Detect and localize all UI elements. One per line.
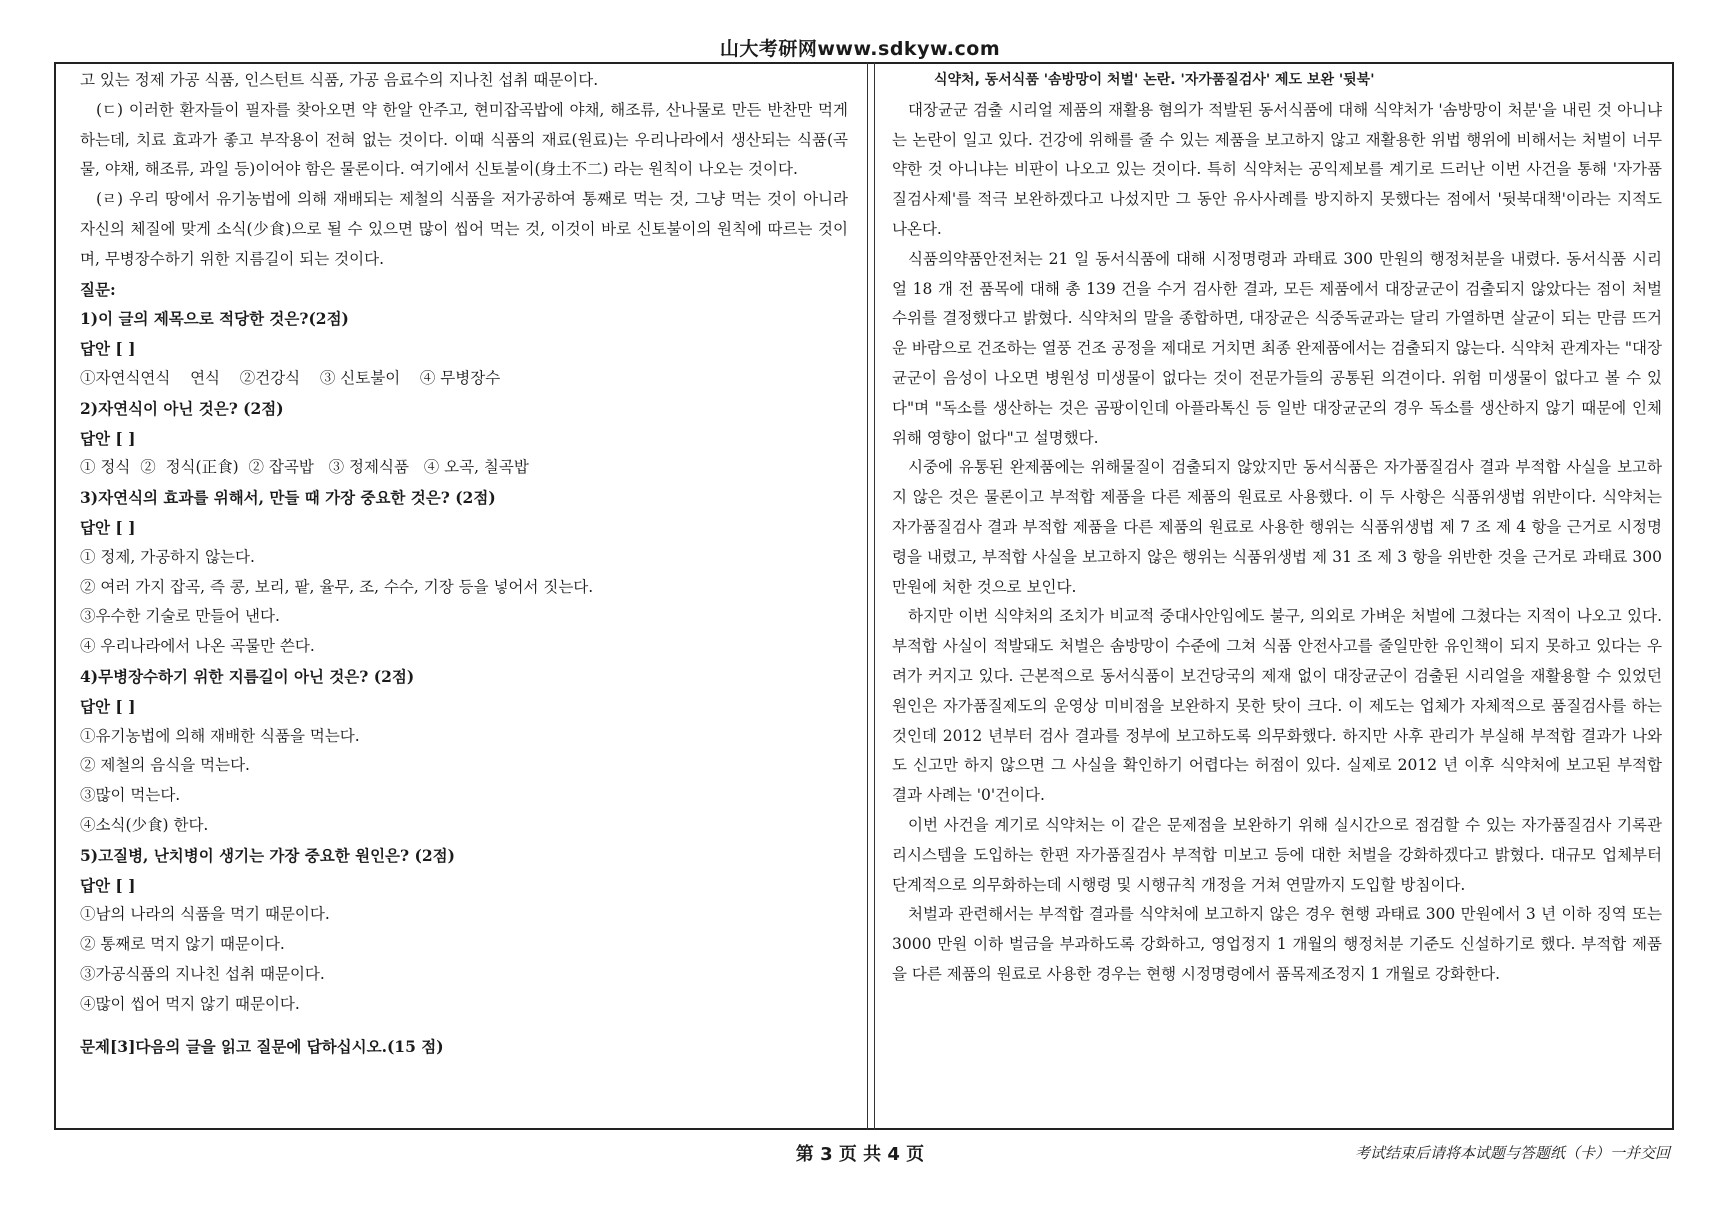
article-paragraph: 식품의약품안전처는 21 일 동서식품에 대해 시정명령과 과태료 300 만원의 행정처분을 내렸다. 동서식품 시리얼 18 개 전 품목에 대해 총 139 건을 수거 검사한 결과, 모든 제품에서 대장균군이 검출되지 않았다는 점이 처벌 수위를 결정했다고 밝혔다. 식약처의 말을 종합하면, 대장균은 식중독균과는 달리 가열하면 살균이 되는 만큼 뜨거운 바람으로 건조하는 열풍 건조 공정을 제대로 거치면 최종 완제품에서는 검출되지 않는다. 식약처 관계자는 "대장균군이 음성이 나오면 병원성 미생물이 없다는 것이 전문가들의 공통된 의견이다. 위험 미생물이 없다고 볼 수 있다"며 "독소를 생산하는 것은 곰팡이인데 아플라톡신 등 일반 대장균군의 경우 독소를 생산하지 않기 때문에 인체위해 영향이 없다"고 설명했다. [892, 249, 1662, 447]
footer-note: 考试结束后请将本试题与答题纸（卡）一并交回 [1354, 1144, 1670, 1162]
problem-3-heading: 문제[3]다음의 글을 읽고 질문에 답하십시오.(15 점) [80, 1036, 444, 1056]
option-item: ② 제철의 음식을 먹는다. [80, 756, 250, 775]
option-item: ①남의 나라의 식품을 먹기 때문이다. [80, 905, 330, 924]
option-item: ② 통째로 먹지 않기 때문이다. [80, 935, 285, 954]
article-title: 식약처, 동서식품 '솜방망이 처벌' 논란. '자가품질검사' 제도 보완 '뒷북' [934, 72, 1375, 88]
answer-blank-3: 답안 [ ] [80, 517, 136, 537]
option-item: ③가공식품의 지나친 섭취 때문이다. [80, 964, 325, 983]
option-item: ① 정제, 가공하지 않는다. [80, 547, 255, 566]
options-2: ① 정식 ② 정식(正食) ② 잡곡밥 ③ 정제식품 ④ 오곡, 칠곡밥 [80, 458, 529, 477]
column-divider [867, 62, 875, 1130]
answer-blank-1: 답안 [ ] [80, 339, 136, 359]
question-3: 3)자연식의 효과를 위해서, 만들 때 가장 중요한 것은? (2점) [80, 488, 496, 508]
option-item: ④소식(少食) 한다. [80, 815, 209, 834]
answer-blank-4: 답안 [ ] [80, 696, 136, 716]
option-item: ①유기농법에 의해 재배한 식품을 먹는다. [80, 726, 360, 745]
passage-paragraph: 고 있는 정제 가공 식품, 인스턴트 식품, 가공 음료수의 지나친 섭취 때문이다. [80, 71, 599, 89]
option-item: ④많이 씹어 먹지 않기 때문이다. [80, 994, 300, 1013]
option-item: ③많이 먹는다. [80, 786, 181, 805]
passage-paragraph: (ㄹ) 우리 땅에서 유기농법에 의해 재배되는 제철의 식품을 저가공하여 통째로 먹는 것, 그냥 먹는 것이 아니라 자신의 체질에 맞게 소식(少食)으로 될 수 있으면 많이 씹어 먹는 것, 이것이 바로 신토불이의 원칙에 따르는 것이며, 무병장수하기 위한 지름길이 되는 것이다. [80, 190, 848, 268]
options-1: ①자연식연식 연식 ②건강식 ③ 신토불이 ④ 무병장수 [80, 368, 501, 387]
article-paragraph: 대장균군 검출 시리얼 제품의 재활용 혐의가 적발된 동서식품에 대해 식약처가 '솜방망이 처분'을 내린 것 아니냐는 논란이 일고 있다. 건강에 위해를 줄 수 있는 제품을 보고하지 않고 재활용한 위법 행위에 비해서는 처벌이 너무 약한 것 아니냐는 비판이 나오고 있는 것이다. 특히 식약처는 공익제보를 계기로 드러난 이번 사건을 통해 '자가품질검사제'를 적극 보완하겠다고 나섰지만 그 동안 유사사례를 방지하지 못했다는 점에서 '뒷북대책'이라는 지적도 나온다. [892, 100, 1662, 238]
right-column [892, 66, 1662, 1126]
question-4: 4)무병장수하기 위한 지름길이 아닌 것은? (2점) [80, 666, 415, 686]
question-2: 2)자연식이 아닌 것은? (2점) [80, 398, 284, 418]
left-column [80, 66, 848, 1126]
article-paragraph: 이번 사건을 계기로 식약처는 이 같은 문제점을 보완하기 위해 실시간으로 점검할 수 있는 자가품질검사 기록관리시스템을 도입하는 한편 자가품질검사 부적합 미보고 등에 대한 처벌을 강화하겠다고 밝혔다. 대규모 업체부터 단계적으로 의무화하는데 시행령 및 시행규칙 개정을 거쳐 연말까지 도입할 방침이다. [892, 815, 1662, 894]
watermark-header: 山大考研网www.sdkyw.com [719, 38, 1001, 60]
option-item: ④ 우리나라에서 나온 곡물만 쓴다. [80, 637, 315, 656]
page-number: 第 3 页 共 4 页 [795, 1144, 925, 1165]
question-1: 1)이 글의 제목으로 적당한 것은?(2점) [80, 309, 349, 329]
question-5: 5)고질병, 난치병이 생기는 가장 중요한 원인은? (2점) [80, 845, 455, 865]
option-item: ② 여러 가지 잡곡, 즉 콩, 보리, 팥, 율무, 조, 수수, 기장 등을 넣어서 짓는다. [80, 577, 594, 596]
questions-label: 질문: [80, 279, 116, 299]
answer-blank-5: 답안 [ ] [80, 875, 136, 895]
article-paragraph: 시중에 유통된 완제품에는 위해물질이 검출되지 않았지만 동서식품은 자가품질검사 결과 부적합 사실을 보고하지 않은 것은 물론이고 부적합 제품을 다른 제품의 원료로 사용했다. 이 두 사항은 식품위생법 위반이다. 식약처는 자가품질검사 결과 부적합 제품을 다른 제품의 원료로 사용한 행위는 식품위생법 제 7 조 제 4 항을 근거로 시정명령을 내렸고, 부적합 사실을 보고하지 않은 행위는 식품위생법 제 31 조 제 3 항을 위반한 것을 근거로 과태료 300 만원에 처한 것으로 보인다. [892, 458, 1662, 596]
answer-blank-2: 답안 [ ] [80, 428, 136, 448]
option-item: ③우수한 기술로 만들어 낸다. [80, 607, 280, 626]
article-paragraph: 하지만 이번 식약처의 조치가 비교적 중대사안임에도 불구, 의외로 가벼운 처벌에 그쳤다는 지적이 나오고 있다. 부적합 사실이 적발돼도 처벌은 솜방망이 수준에 그쳐 식품 안전사고를 줄일만한 유인책이 되지 못하고 있다는 우려가 커지고 있다. 근본적으로 동서식품이 보건당국의 제재 없이 대장균군이 검출된 시리얼을 재활용할 수 있었던 원인은 자가품질제도의 운영상 미비점을 보완하지 못한 탓이 크다. 이 제도는 업체가 자체적으로 품질검사를 하는 것인데 2012 년부터 검사 결과를 정부에 보고하도록 의무화했다. 하지만 사후 관리가 부실해 부적합 결과가 나와도 신고만 하지 않으면 그 사실을 확인하기 어렵다는 허점이 있다. 실제로 2012 년 이후 식약처에 보고된 부적합 결과 사례는 '0'건이다. [892, 607, 1662, 805]
article-paragraph: 처벌과 관련해서는 부적합 결과를 식약처에 보고하지 않은 경우 현행 과태료 300 만원에서 3 년 이하 징역 또는 3000 만원 이하 벌금을 부과하도록 강화하고, 영업정지 1 개월의 행정처분 기준도 신설하기로 했다. 부적합 제품을 다른 제품의 원료로 사용한 경우는 현행 시정명령에서 품목제조정지 1 개월로 강화한다. [892, 905, 1662, 983]
passage-paragraph: (ㄷ) 이러한 환자들이 필자를 찾아오면 약 한알 안주고, 현미잡곡밥에 야채, 해조류, 산나물로 만든 반찬만 먹게 하는데, 치료 효과가 좋고 부작용이 전혀 없는 것이다. 이때 식품의 재료(원료)는 우리나라에서 생산되는 식품(곡물, 야채, 해조류, 과일 등)이어야 함은 물론이다. 여기에서 신토불이(身土不二) 라는 원칙이 나오는 것이다. [80, 100, 848, 179]
